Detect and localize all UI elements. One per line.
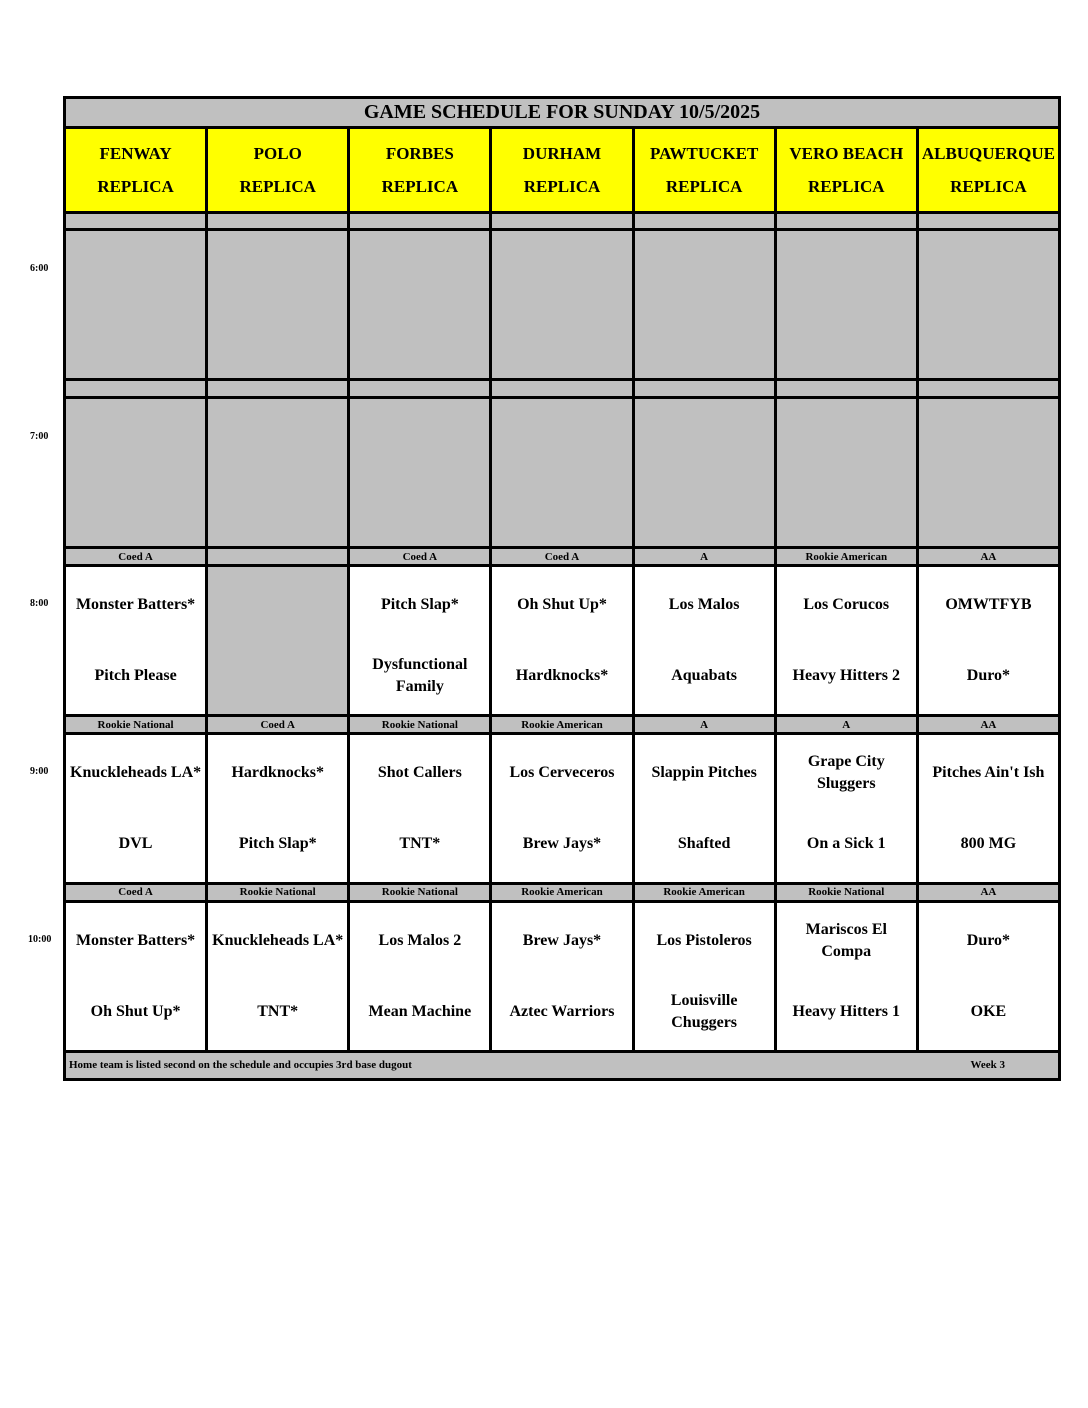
home-team: 800 MG	[960, 834, 1017, 852]
division-label: Rookie National	[349, 884, 491, 902]
division-label: Rookie American	[491, 884, 633, 902]
game-cell	[491, 733, 633, 883]
game-cell	[775, 733, 917, 883]
division-row	[65, 716, 1060, 734]
away-team: Los Malos 2	[378, 932, 462, 950]
division-label: A	[775, 716, 917, 734]
game-cell	[917, 901, 1059, 1051]
away-team: Monster Batters*	[75, 932, 196, 950]
empty-slot-7	[65, 398, 1060, 548]
home-team: Mean Machine	[368, 1002, 472, 1020]
field-name: FENWAY	[99, 143, 172, 163]
away-team: Mariscos El Compa	[805, 921, 887, 961]
home-team: Heavy Hitters 2	[792, 666, 901, 684]
away-team: OMWTFYB	[945, 596, 1032, 614]
footer	[65, 1051, 1060, 1079]
division-row	[65, 548, 1060, 566]
home-team: Brew Jays*	[522, 834, 602, 852]
game-cell	[775, 566, 917, 716]
division-label: AA	[917, 884, 1059, 902]
game-cell	[207, 901, 349, 1051]
game-row	[65, 901, 1060, 1051]
game-cell	[65, 566, 207, 716]
field-name: ALBUQUERQUE	[921, 143, 1056, 163]
away-team: Brew Jays*	[522, 932, 602, 950]
away-team: Pitch Slap*	[380, 596, 459, 614]
field-name: PAWTUCKET	[649, 143, 759, 163]
game-cell	[349, 901, 491, 1051]
spacer-row	[65, 212, 1060, 230]
division-label: A	[633, 716, 775, 734]
field-header-row	[65, 128, 1060, 212]
field-header	[633, 128, 775, 212]
away-team: Grape City Sluggers	[807, 753, 885, 793]
division-row	[65, 884, 1060, 902]
field-header	[65, 128, 207, 212]
game-cell	[633, 901, 775, 1051]
game-cell	[65, 733, 207, 883]
empty-slot-6	[65, 230, 1060, 380]
time-label-6: 6:00	[30, 263, 49, 274]
home-team: Louisville Chuggers	[670, 991, 738, 1031]
game-cell	[491, 566, 633, 716]
field-type: REPLICA	[239, 176, 316, 196]
time-label-10: 10:00	[28, 934, 52, 945]
away-team: Slappin Pitches	[651, 764, 757, 782]
schedule-title: GAME SCHEDULE FOR SUNDAY 10/5/2025	[65, 98, 1060, 128]
field-header	[349, 128, 491, 212]
schedule-table	[63, 96, 1061, 1081]
week-label: Week 3	[970, 1059, 1005, 1072]
home-team: Pitch Slap*	[238, 834, 317, 852]
away-team: Los Cerveceros	[509, 764, 615, 782]
home-team: Shafted	[677, 834, 731, 852]
field-name: DURHAM	[522, 143, 602, 163]
game-cell	[207, 733, 349, 883]
field-type: REPLICA	[665, 176, 743, 196]
home-team: Heavy Hitters 1	[792, 1002, 901, 1020]
home-team: Aquabats	[671, 666, 738, 684]
field-name: FORBES	[385, 143, 454, 163]
field-type: REPLICA	[808, 176, 885, 196]
division-label: Coed A	[349, 548, 491, 566]
home-team: Oh Shut Up*	[90, 1002, 181, 1020]
home-team: Duro*	[966, 666, 1011, 684]
field-type: REPLICA	[523, 176, 601, 196]
footer-note: Home team is listed second on the schedule and occupies 3rd base dugout	[69, 1059, 412, 1072]
home-team: Dysfunctional Family	[372, 655, 468, 695]
game-cell	[633, 566, 775, 716]
division-label: Rookie American	[775, 548, 917, 566]
field-header	[491, 128, 633, 212]
game-slots	[65, 548, 1060, 1052]
field-type: REPLICA	[950, 176, 1027, 196]
home-team: OKE	[970, 1002, 1007, 1020]
home-team: Hardknocks*	[515, 666, 609, 684]
field-type: REPLICA	[97, 176, 174, 196]
division-label: Rookie National	[207, 884, 349, 902]
home-team: Pitch Please	[94, 666, 177, 684]
game-cell	[349, 566, 491, 716]
away-team: Los Corucos	[803, 596, 890, 614]
home-team: TNT*	[399, 834, 441, 852]
away-team: Los Malos	[668, 596, 740, 614]
away-team: Knuckleheads LA*	[70, 764, 202, 782]
time-label-8: 8:00	[30, 598, 49, 609]
home-team: Aztec Warriors	[509, 1002, 615, 1020]
game-row	[65, 733, 1060, 883]
away-team: Duro*	[966, 932, 1011, 950]
empty-game-cell	[207, 566, 349, 716]
field-name: POLO	[253, 143, 302, 163]
away-team: Shot Callers	[377, 764, 462, 782]
away-team: Monster Batters*	[75, 596, 196, 614]
field-name: VERO BEACH	[789, 143, 904, 163]
division-label: A	[633, 548, 775, 566]
division-label: Coed A	[491, 548, 633, 566]
away-team: Oh Shut Up*	[517, 596, 607, 614]
division-label: Rookie American	[633, 884, 775, 902]
division-label: AA	[917, 548, 1059, 566]
division-label: AA	[917, 716, 1059, 734]
division-label: Coed A	[207, 716, 349, 734]
division-label	[207, 548, 349, 566]
game-cell	[491, 901, 633, 1051]
away-team: Hardknocks*	[231, 764, 324, 782]
spacer-row	[65, 380, 1060, 398]
game-row	[65, 566, 1060, 716]
division-label: Coed A	[65, 884, 207, 902]
game-cell	[917, 733, 1059, 883]
home-team: On a Sick 1	[806, 834, 886, 852]
game-cell	[349, 733, 491, 883]
away-team: Pitches Ain't Ish	[932, 764, 1045, 782]
home-team: TNT*	[257, 1002, 299, 1020]
time-label-9: 9:00	[30, 766, 49, 777]
division-label: Rookie American	[491, 716, 633, 734]
field-header	[917, 128, 1059, 212]
away-team: Knuckleheads LA*	[212, 932, 344, 950]
game-cell	[917, 566, 1059, 716]
time-label-7: 7:00	[30, 431, 49, 442]
away-team: Los Pistoleros	[656, 932, 752, 950]
home-team: DVL	[118, 834, 153, 852]
game-cell	[775, 901, 917, 1051]
division-label: Rookie National	[65, 716, 207, 734]
game-cell	[65, 901, 207, 1051]
division-label: Rookie National	[349, 716, 491, 734]
division-label: Coed A	[65, 548, 207, 566]
field-header	[775, 128, 917, 212]
division-label: Rookie National	[775, 884, 917, 902]
field-header	[207, 128, 349, 212]
game-cell	[633, 733, 775, 883]
field-type: REPLICA	[381, 176, 459, 196]
